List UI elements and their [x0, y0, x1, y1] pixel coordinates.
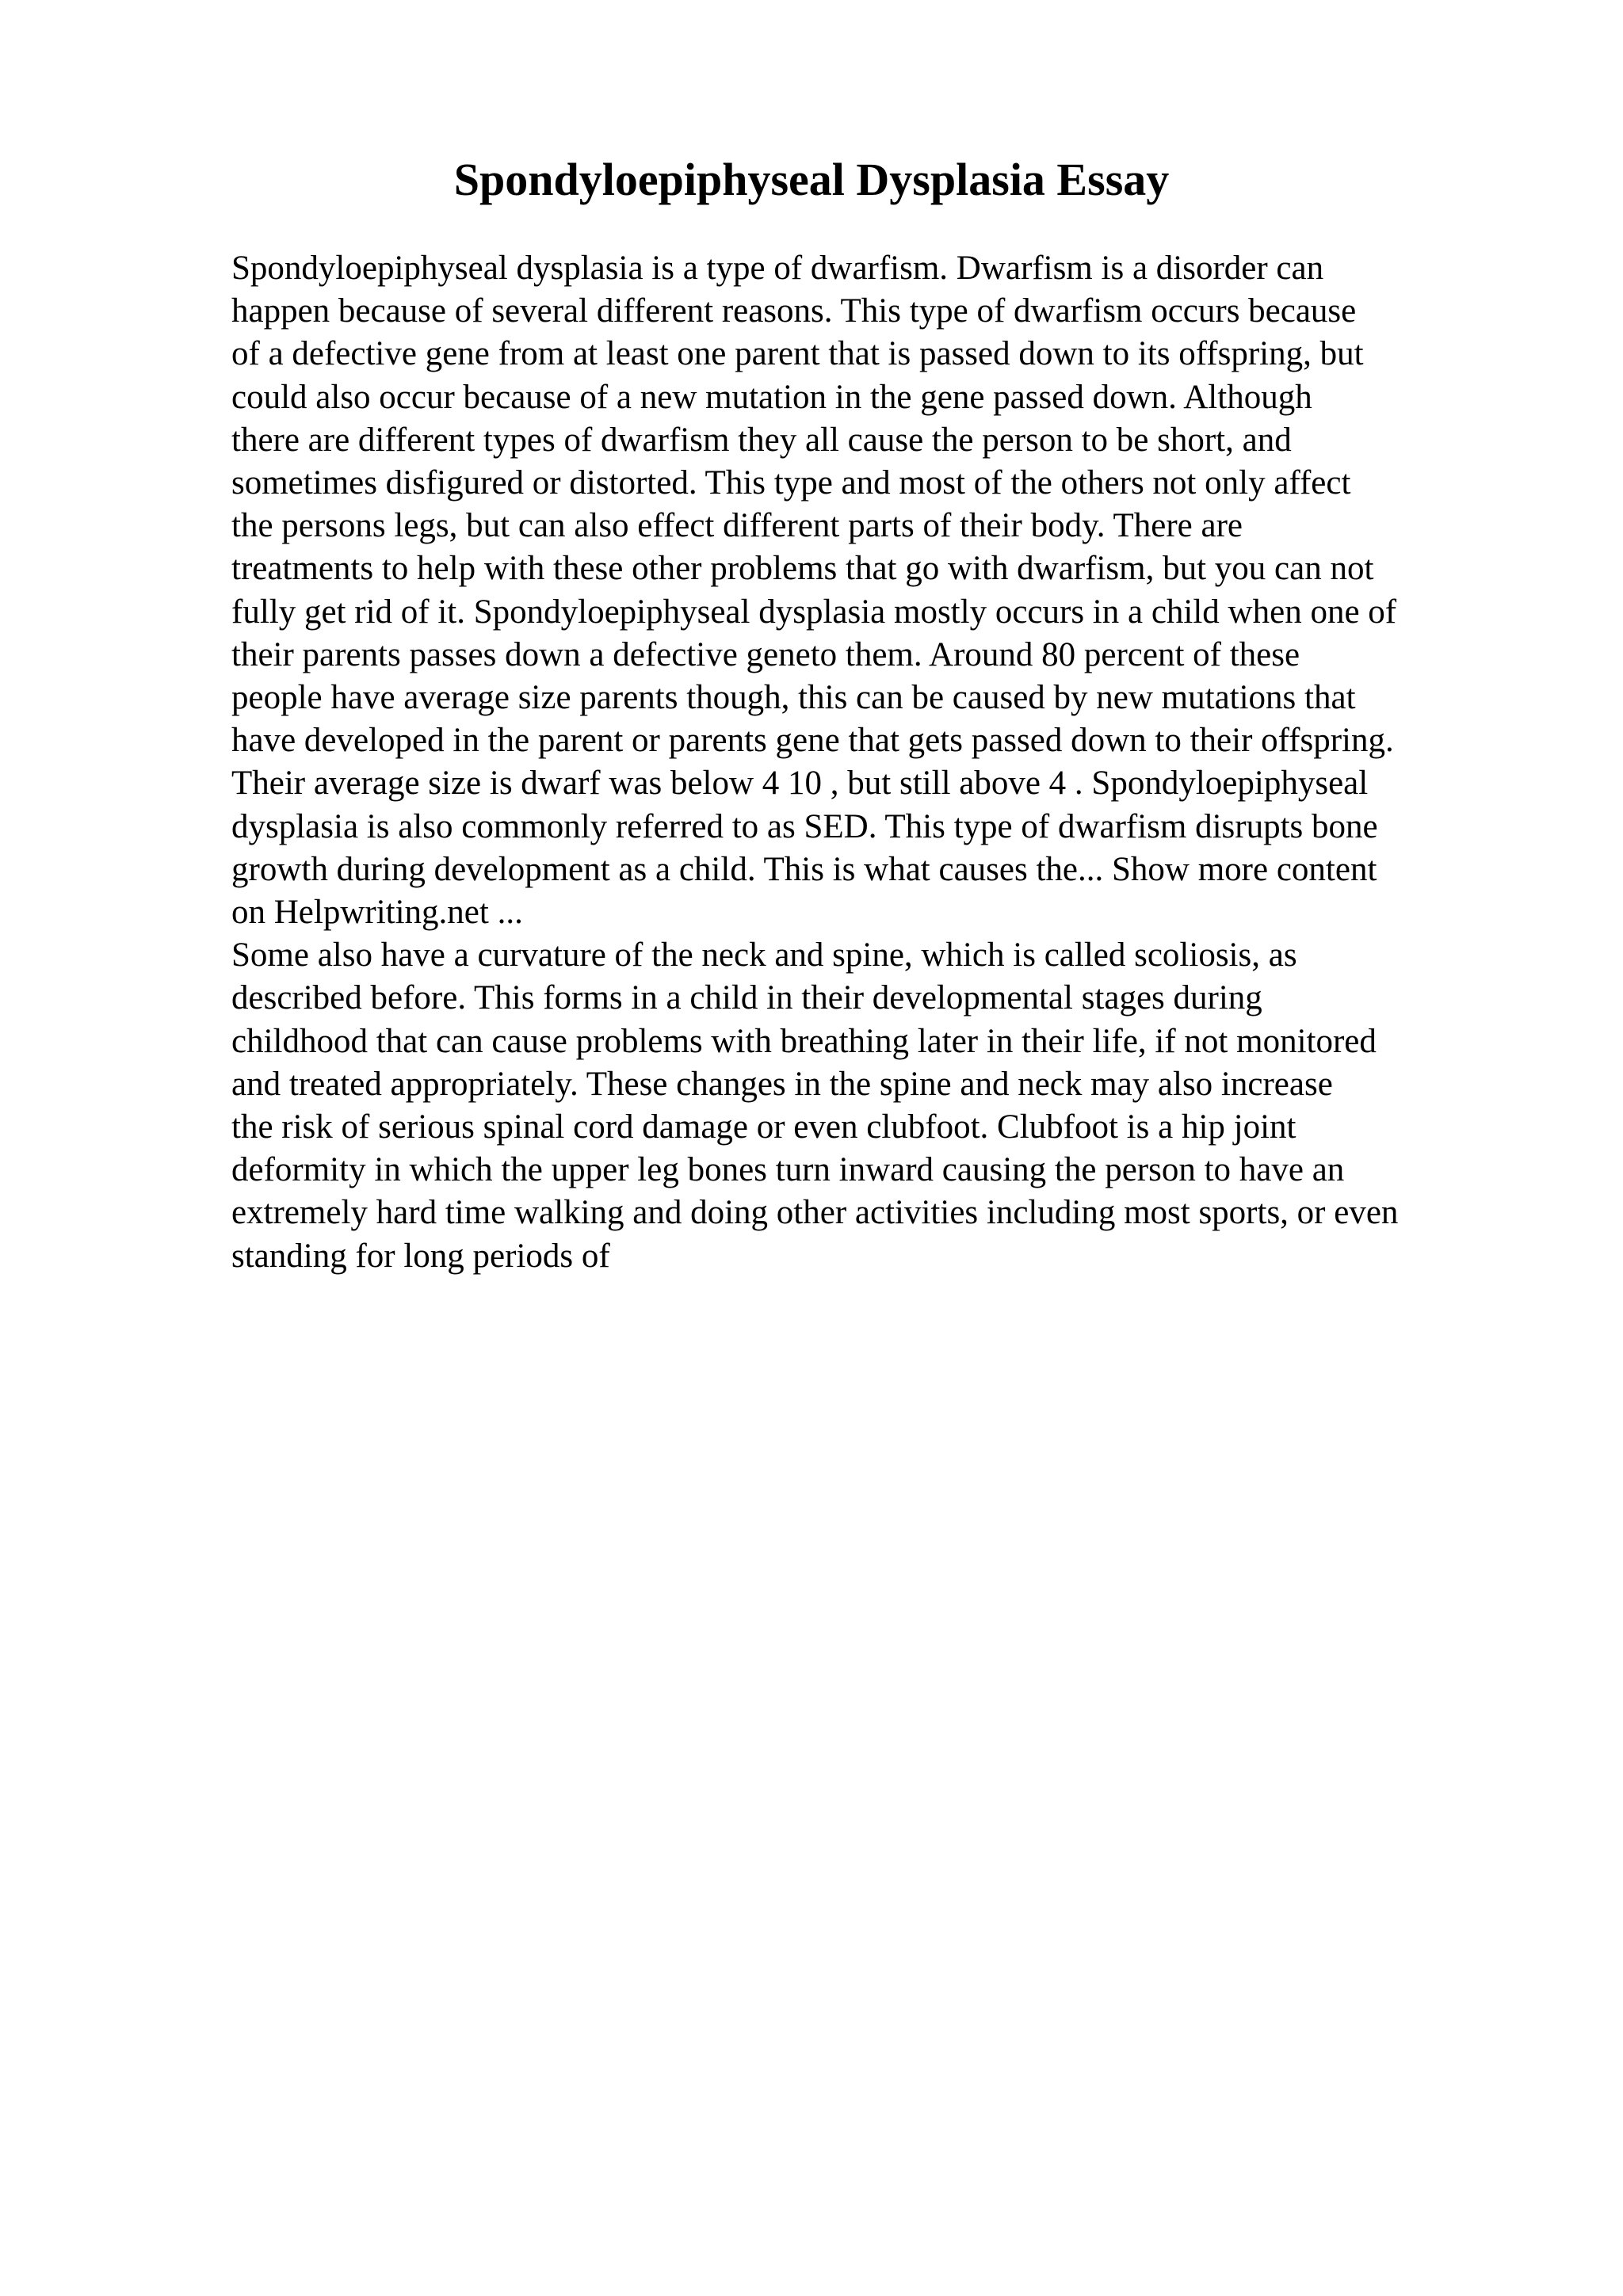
body-line: Spondyloepiphyseal dysplasia is a type of dwarfism. Dwarfism is a disorder can	[231, 250, 1324, 287]
body-line: could also occur because of a new mutation in the gene passed down. Although	[231, 378, 1312, 416]
body-line: the persons legs, but can also effect different parts of their body. There are	[231, 507, 1243, 545]
body-line: described before. This forms in a child in their developmental stages during	[231, 979, 1262, 1017]
body-line: on Helpwriting.net ...	[231, 894, 523, 932]
body-line: fully get rid of it. Spondyloepiphyseal dysplasia mostly occurs in a child when one of	[231, 593, 1397, 631]
body-line: treatments to help with these other problems that go with dwarfism, but you can not	[231, 550, 1374, 588]
document-body	[231, 247, 1515, 1278]
body-line: Their average size is dwarf was below 4 10 , but still above 4 . Spondyloepiphyseal	[231, 765, 1369, 803]
body-line: sometimes disfigured or distorted. This type and most of the others not only affect	[231, 464, 1351, 502]
body-line: dysplasia is also commonly referred to as SED. This type of dwarfism disrupts bone	[231, 807, 1378, 845]
body-line: there are different types of dwarfism they all cause the person to be short, and	[231, 421, 1292, 459]
body-line: deformity in which the upper leg bones turn inward causing the person to have an	[231, 1151, 1345, 1189]
body-line: the risk of serious spinal cord damage or even clubfoot. Clubfoot is a hip joint	[231, 1108, 1296, 1146]
body-line: extremely hard time walking and doing other activities including most sports, or even	[231, 1194, 1399, 1232]
body-line: standing for long periods of	[231, 1237, 610, 1275]
body-line: their parents passes down a defective geneto them. Around 80 percent of these	[231, 635, 1300, 673]
body-line: childhood that can cause problems with breathing later in their life, if not monitored	[231, 1022, 1377, 1060]
body-line: and treated appropriately. These changes in the spine and neck may also increase	[231, 1065, 1333, 1103]
body-line: of a defective gene from at least one parent that is passed down to its offspring, but	[231, 335, 1364, 373]
body-line: happen because of several different reasons. This type of dwarfism occurs because	[231, 292, 1357, 330]
body-line: people have average size parents though, this can be caused by new mutations that	[231, 679, 1356, 717]
document-title: Spondyloepiphyseal Dysplasia Essay	[453, 154, 1170, 205]
body-line: Some also have a curvature of the neck and spine, which is called scoliosis, as	[231, 936, 1297, 974]
body-line: growth during development as a child. This is what causes the... Show more content	[231, 850, 1377, 888]
body-line: have developed in the parent or parents gene that gets passed down to their offspring.	[231, 722, 1394, 760]
